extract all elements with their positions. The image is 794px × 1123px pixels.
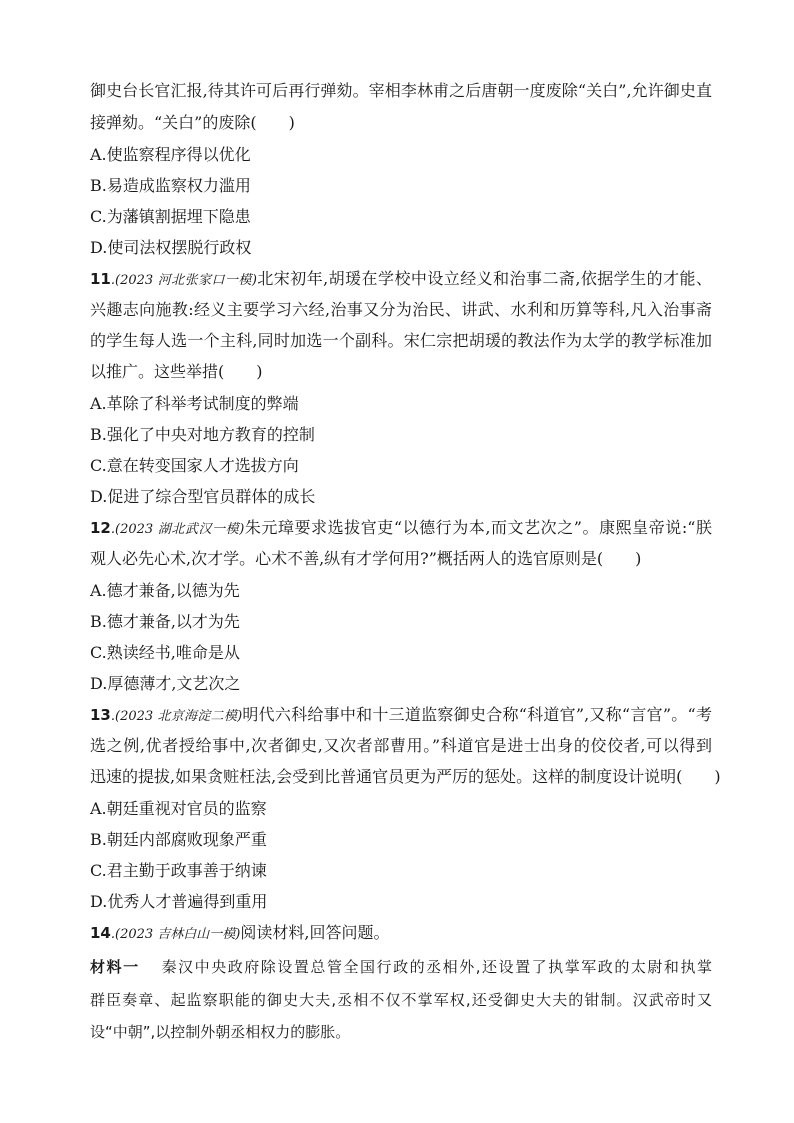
- q11-source: .(2023 河北张家口一模): [110, 273, 257, 288]
- q11-option-c: C.意在转变国家人才选拔方向: [90, 456, 299, 475]
- q12-source: .(2023 湖北武汉一模): [110, 522, 245, 537]
- q14-material-text-1: 秦汉中央政府除设置总管全国行政的丞相外,还设置了执掌军政的太尉和执掌: [161, 958, 712, 976]
- q12-option-b: B.德才兼备,以才为先: [90, 612, 240, 631]
- q13-option-c: C.君主勤于政事善于纳谏: [90, 861, 267, 880]
- q11-stem-line-2: 兴趣志向施教:经义主要学习六经,治事又分为治民、讲武、水利和历算等科,凡入治事斋: [90, 300, 712, 319]
- q11-stem-line-3: 的学生每人选一个主科,同时加选一个副科。宋仁宗把胡瑗的教法作为太学的教学标准加: [90, 331, 712, 350]
- q13-stem-text-1: 明代六科给事中和十三道监察御史合称“科道官”,又称“言官”。“考: [242, 705, 712, 724]
- q11-stem-line-1: [90, 269, 712, 291]
- q12-option-d: D.厚德薄才,文艺次之: [90, 674, 241, 693]
- q13-source: .(2023 北京海淀二模): [110, 709, 243, 724]
- q12-stem-text-1: 朱元璋要求选拔官吏“以德行为本,而文艺次之”。康熙皇帝说:“朕: [244, 518, 712, 537]
- q10-option-b: B.易造成监察权力滥用: [90, 176, 251, 195]
- q10-stem-line-1: 御史台长官汇报,待其许可后再行弹劾。宰相李林甫之后唐朝一度废除“关白”,允许御史直: [90, 81, 712, 100]
- q12-option-c: C.熟读经书,唯命是从: [90, 643, 240, 662]
- q11-option-d: D.促进了综合型官员群体的成长: [90, 487, 316, 506]
- q10-option-c: C.为藩镇割据埋下隐患: [90, 207, 251, 226]
- q14-number: 14: [90, 924, 111, 942]
- q14-material-line-2: 群臣奏章、起监察职能的御史大夫,丞相不仅不掌军权,还受御史大夫的钳制。汉武帝时又: [90, 991, 712, 1009]
- q11-option-b: B.强化了中央对地方教育的控制: [90, 425, 315, 444]
- q14-material-line-1: [90, 957, 712, 977]
- q11-stem-line-4: 以推广。这些举措( ): [90, 362, 263, 381]
- q13-option-d: D.优秀人才普遍得到重用: [90, 892, 268, 911]
- q14-material-line-3: 设“中朝”,以控制外朝丞相权力的膨胀。: [90, 1023, 351, 1041]
- q14-material-label: 材料一: [90, 958, 140, 976]
- q13-stem-line-2: 选之例,优者授给事中,次者御史,又次者部曹用。”科道官是进士出身的佼佼者,可以得到: [90, 736, 712, 755]
- q10-option-d: D.使司法权摆脱行政权: [90, 238, 252, 257]
- q10-option-a: A.使监察程序得以优化: [90, 145, 251, 164]
- q11-option-a: A.革除了科举考试制度的弊端: [90, 394, 299, 413]
- q14-stem-text: 阅读材料,回答问题。: [240, 923, 390, 942]
- q12-stem-line-2: 观人必先心术,次才学。心术不善,纵有才学何用?”概括两人的选官原则是( ): [90, 549, 642, 568]
- q13-stem-line-3: 迅速的提拔,如果贪赃枉法,会受到比普通官员更为严厉的惩处。这样的制度设计说明( ): [90, 767, 721, 786]
- q12-option-a: A.德才兼备,以德为先: [90, 581, 240, 600]
- q11-stem-text-1: 北宋初年,胡瑗在学校中设立经义和治事二斋,依据学生的才能、: [256, 269, 712, 288]
- q12-stem-line-1: [90, 518, 712, 540]
- q13-stem-line-1: [90, 705, 712, 727]
- q14-stem-line-1: [90, 923, 389, 945]
- q13-option-a: A.朝廷重视对官员的监察: [90, 799, 267, 818]
- q12-number: 12: [90, 519, 111, 537]
- q13-number: 13: [90, 706, 111, 724]
- q11-number: 11: [90, 270, 111, 288]
- q13-option-b: B.朝廷内部腐败现象严重: [90, 830, 267, 849]
- q10-stem-line-2: 接弹劾。“关白”的废除( ): [90, 113, 295, 132]
- q14-source: .(2023 吉林白山一模): [110, 927, 241, 942]
